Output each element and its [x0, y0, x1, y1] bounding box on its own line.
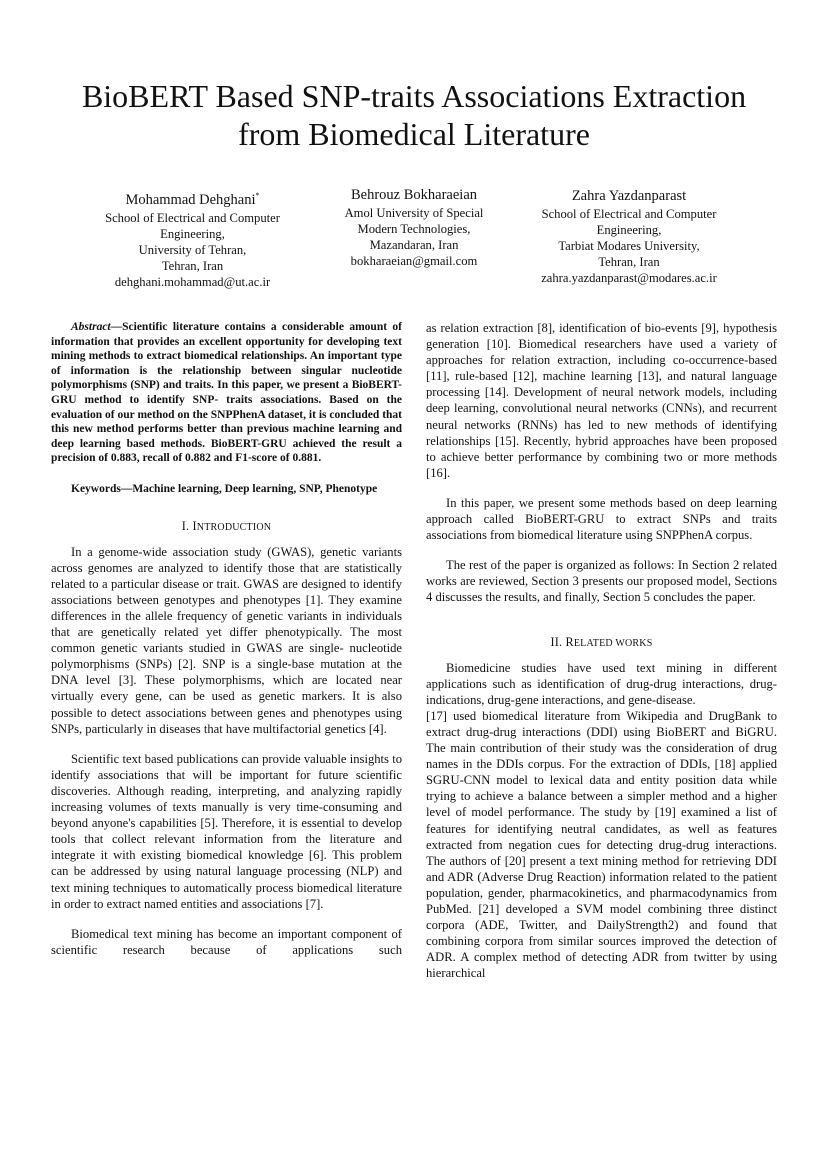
paper-title — [40, 77, 788, 153]
author-email: bokharaeian@gmail.com — [350, 254, 478, 268]
affiliation-line: Tehran, Iran — [598, 255, 660, 269]
affiliation-line: Tehran, Iran — [161, 258, 224, 273]
body-paragraph: Biomedicine studies have used text mining in different applications such as identification of drug-drug interactions, drug-indications, drug-gene interactions, and gene-disease. — [426, 660, 777, 707]
author-3 — [524, 186, 734, 286]
body-paragraph: [17] used biomedical literature from Wikipedia and DrugBank to extract drug-drug interactions (DDI) using BioBERT and BiGRU. The main contribution of their study was the consideration of drug names in the DDIs corpus. For the extraction of DDIs, [18] applied SGRU-CNN model to lexical data and entity position data while trying to achieve a balance between a simpler method and a higher level of model performance. The study by [19] examined a list of features for identifying neutral candidates, as well as features extracted from negation cues for detecting drug-drug interactions. The authors of [20] present a text mining method for retrieving DDI and ADR (Adverse Drug Reaction) information related to the patient population, gender, pharmacokinetics, and pharmacodynamics from PubMed. [21] developed a SVM model combining three distinct corpora (ADE, Twitter, and DailyStrength2) and found that combining corpora from similar sources improved the detection of ADR. A complex method of detecting ADR from twitter by using hierarchical — [426, 708, 777, 981]
author-email: dehghani.mohammad@ut.ac.ir — [114, 274, 271, 289]
author-name: Behrouz Bokharaeian — [350, 187, 478, 203]
abstract-lead: Abstract — [71, 321, 111, 333]
author-1 — [80, 186, 305, 290]
left-column — [51, 320, 402, 958]
affiliation-line: School of Electrical and Computer — [541, 207, 717, 221]
affiliation-line: Mazandaran, Iran — [369, 238, 459, 252]
body-paragraph-continued: as relation extraction [8], identification of bio-events [9], hypothesis generation [10]. Biomedical researchers have used a variety of approaches for relation extraction, including co-occurrence-based [11], rule-based [12], machine learning [13], and natural language processing [14]. Development of neural network models, including deep learning, convolutional neural networks (CNNs), and recurrent neural networks (RNNs) has led to new methods of identifying relationships [15]. Recently, hybrid approaches have been proposed to achieve better performance by combining two or more methods [16]. — [426, 321, 777, 480]
affiliation-line: Modern Technologies, — [357, 222, 471, 236]
author-name: Zahra Yazdanparast — [571, 188, 687, 204]
author-email: zahra.yazdanparast@modares.ac.ir — [541, 271, 717, 285]
affiliation-line: Engineering, — [160, 226, 225, 241]
affiliation-line: Amol University of Special — [344, 206, 484, 220]
section-heading-introduction: I. INTRODUCTION — [181, 518, 272, 533]
affiliation-line: University of Tehran, — [138, 242, 247, 257]
abstract — [51, 320, 402, 466]
affiliation-line: Tarbiat Modares University, — [558, 239, 700, 253]
title-line: BioBERT Based SNP-traits Associations Extraction — [81, 78, 747, 114]
author-name: Mohammad Dehghani* — [125, 191, 260, 208]
section-heading-related-works: II. RELATED WORKS — [550, 634, 653, 649]
title-line: from Biomedical Literature — [238, 116, 590, 152]
abstract-text: —Scientific literature contains a considerable amount of information that provides an excellent opportunity for developing text mining methods to extract biomedical relationships. An important type of information is the relationship between singular nucleotide polymorphisms (SNP) and traits. In this paper, we present a BioBERT-GRU method to identify SNP- traits associations. Based on the evaluation of our method on the SNPPhenA dataset, it is concluded that this new method performs better than previous machine learning and deep learning based methods. BioBERT-GRU achieved the result a precision of 0.883, recall of 0.882 and F1-score of 0.881. — [51, 321, 402, 465]
keywords: Keywords—Machine learning, Deep learning, SNP, Phenotype — [71, 482, 378, 495]
body-paragraph: Scientific text based publications can provide valuable insights to identify associations that will be important for future scientific discoveries. Although reading, interpreting, and analyzing rapidly increasing volumes of texts manually is very time-consuming and beyond anyone's capabilities [5]. Therefore, it is essential to develop tools that collect relevant information from the literature and integrate it with existing biomedical knowledge [6]. This problem can be addressed by using natural language processing (NLP) and text mining techniques to automatically process biomedical literature in order to extract named entities and associations [7]. — [51, 751, 402, 911]
body-paragraph: In a genome-wide association study (GWAS), genetic variants across genomes are analyzed to identify those that are statistically related to a particular disease or trait. GWAS are designed to identify associations between genotypes and phenotypes [1]. They examine differences in the allele frequency of genetic variants in individuals that are genetically related yet differ phenotypically. The most common genetic variants studied in GWAS are single- nucleotide polymorphisms (SNPs) [2]. SNP is a single-base mutation at the DNA level [3]. These polymorphisms, which are located near virtually every gene, can be used as genetic markers. It is also possible to detect associations between genes and phenotypes using SNPs, particularly in diseases that have multifactorial genetics [4]. — [51, 544, 402, 736]
author-2 — [330, 185, 498, 269]
body-paragraph: Biomedical text mining has become an important component of scientific research because of applications such — [51, 926, 402, 957]
body-paragraph: In this paper, we present some methods based on deep learning approach called BioBERT-GRU to extract SNPs and traits associations from biomedical literature using SNPPhenA corpus. — [426, 495, 777, 543]
right-column — [426, 320, 777, 981]
affiliation-line: School of Electrical and Computer — [105, 210, 280, 225]
body-paragraph: The rest of the paper is organized as follows: In Section 2 related works are reviewed, Section 3 presents our proposed model, Sections 4 discusses the results, and finally, Section 5 concludes the paper. — [426, 558, 777, 605]
affiliation-line: Engineering, — [596, 223, 662, 237]
